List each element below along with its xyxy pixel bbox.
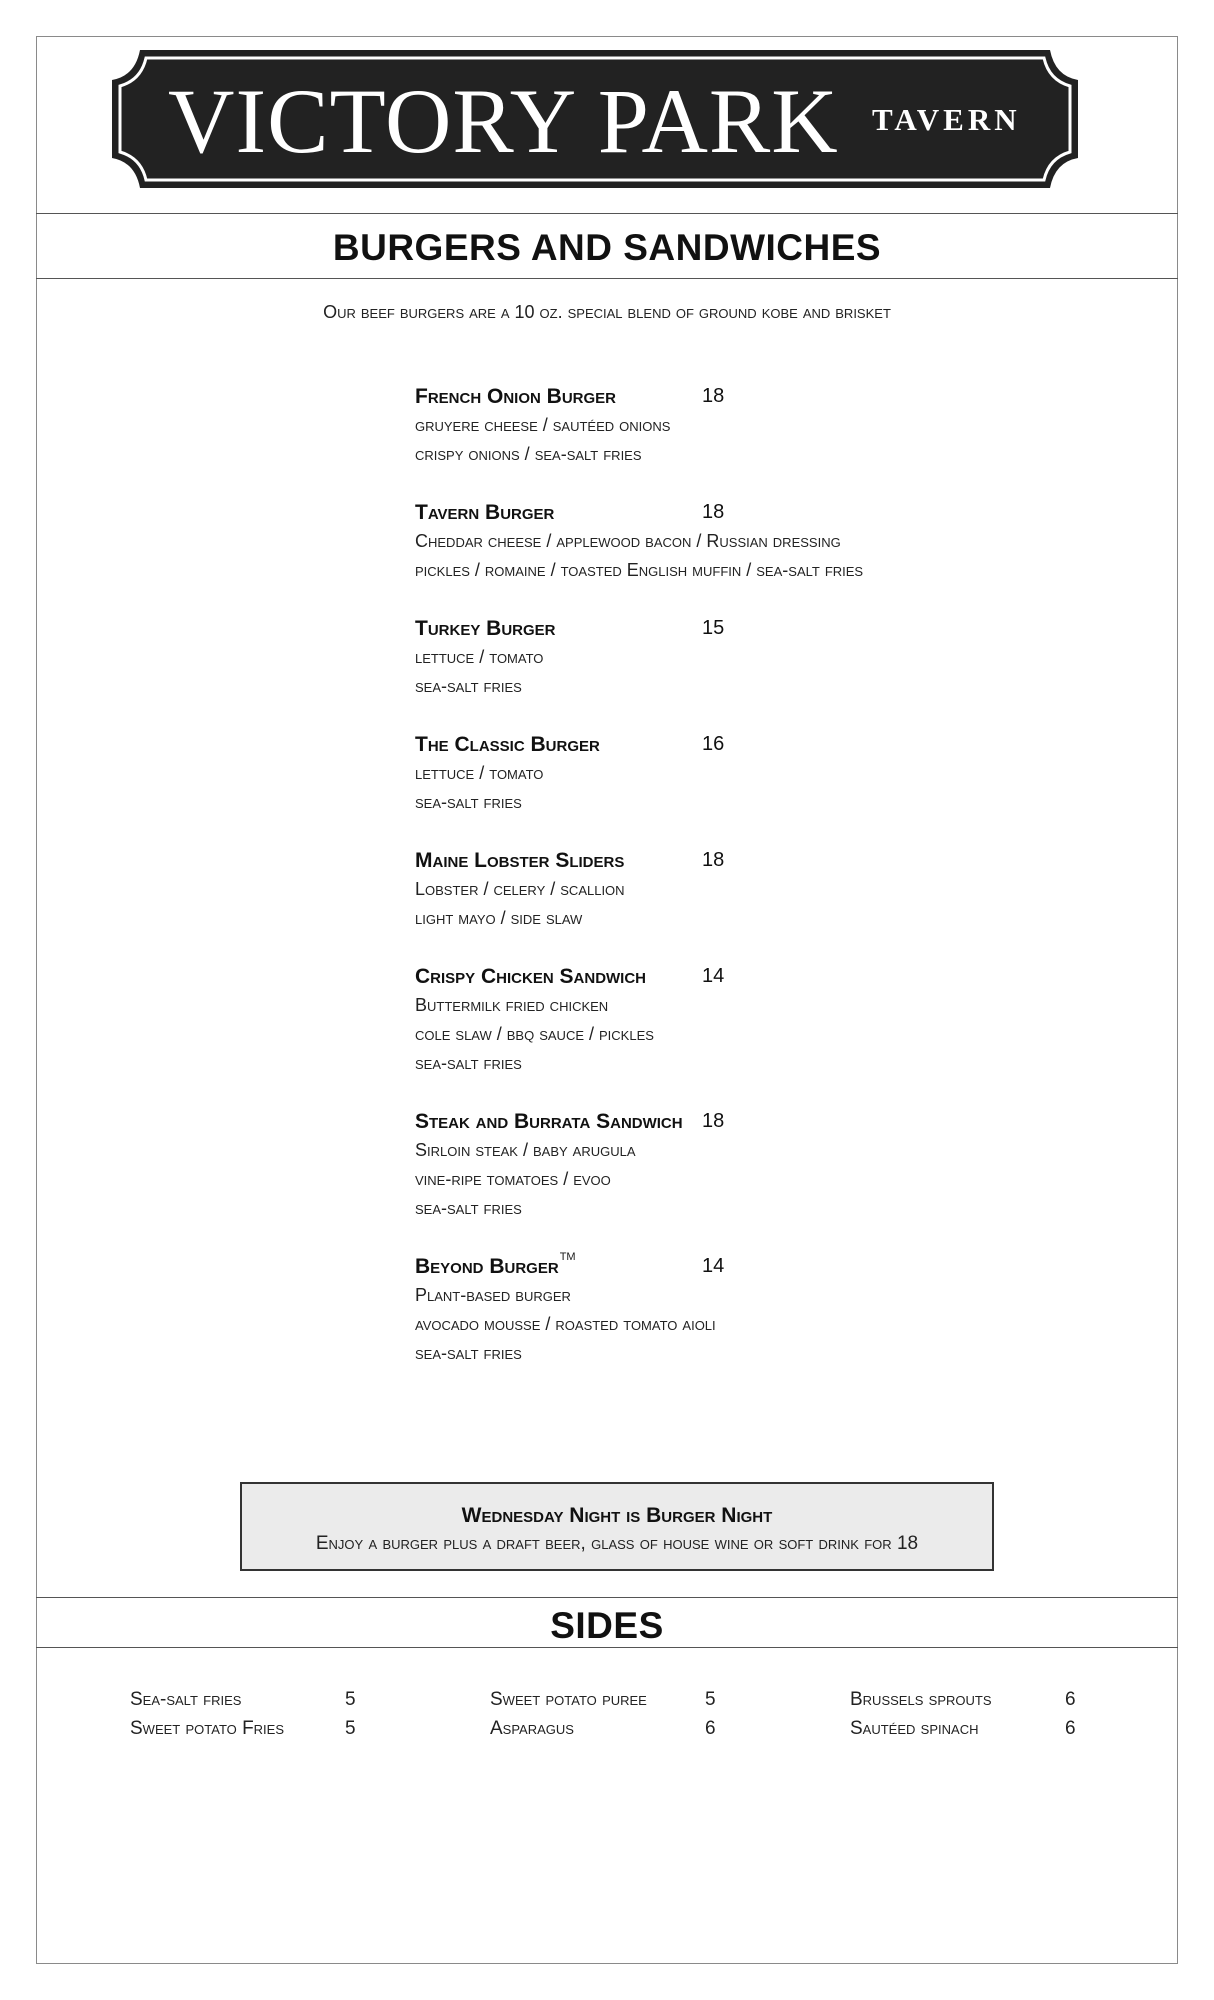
- menu-item-header: [415, 730, 975, 759]
- menu-item-header: [415, 1107, 975, 1136]
- menu-item-description: lettuce / tomato: [415, 647, 544, 667]
- promo-title: Wednesday Night is Burger Night: [461, 1504, 773, 1527]
- brand-name: VICTORY PARK: [168, 70, 839, 172]
- menu-item-name: Maine Lobster Sliders: [415, 849, 625, 872]
- menu-item: [415, 846, 975, 933]
- menu-item-header: [415, 498, 975, 527]
- divider: [36, 213, 1178, 214]
- trademark-mark: TM: [559, 1251, 576, 1263]
- menu-item-description: sea-salt fries: [415, 1053, 522, 1073]
- menu-item-description: lettuce / tomato: [415, 763, 544, 783]
- menu-item-description: Plant-based burger: [415, 1285, 571, 1305]
- sides-column: [850, 1685, 1110, 1743]
- menu-item: [415, 382, 975, 469]
- menu-item-description: Cheddar cheese / applewood bacon / Russian dressing: [415, 531, 841, 551]
- brand-subtitle: TAVERN: [872, 102, 1021, 137]
- menu-item-name: Turkey Burger: [415, 617, 556, 640]
- menu-item: [415, 962, 975, 1078]
- side-item-price: 5: [345, 1718, 356, 1739]
- menu-item-description: sea-salt fries: [415, 1198, 522, 1218]
- side-item: [490, 1685, 750, 1714]
- menu-item-price: 18: [702, 1110, 725, 1132]
- menu-item-header: [415, 614, 975, 643]
- promo-text: Enjoy a burger plus a draft beer, glass of house wine or soft drink for 18: [315, 1533, 919, 1554]
- menu-item-price: 15: [702, 617, 725, 639]
- side-item-price: 6: [705, 1718, 716, 1739]
- side-item-price: 5: [345, 1689, 356, 1710]
- menu-item-description: gruyere cheese / sautéed onions: [415, 415, 671, 435]
- menu-item-name: Tavern Burger: [415, 501, 555, 524]
- side-item: [130, 1685, 390, 1714]
- menu-item: [415, 730, 975, 817]
- menu-item-name: French Onion Burger: [415, 385, 617, 408]
- menu-item-price: 16: [702, 733, 725, 755]
- sides-column: [490, 1685, 750, 1743]
- menu-item-price: 18: [702, 849, 725, 871]
- menu-item: [415, 1252, 975, 1368]
- burger-night-promo: [240, 1482, 994, 1571]
- divider: [36, 1597, 1178, 1598]
- side-item-name: Sweet potato puree: [490, 1689, 647, 1710]
- menu-item: [415, 498, 975, 585]
- side-item-name: Sea-salt fries: [130, 1689, 242, 1710]
- side-item-name: Brussels sprouts: [850, 1689, 992, 1710]
- divider: [36, 278, 1178, 279]
- menu-item-description: crispy onions / sea-salt fries: [415, 444, 642, 464]
- menu-item: [415, 614, 975, 701]
- brand-logo: [110, 48, 1080, 190]
- menu-item: [415, 1107, 975, 1223]
- menu-item-header: [415, 1252, 975, 1281]
- divider: [36, 1647, 1178, 1648]
- side-item-name: Sautéed spinach: [850, 1718, 979, 1739]
- side-item: [850, 1685, 1110, 1714]
- menu-item-description: Sirloin steak / baby arugula: [415, 1140, 636, 1160]
- side-item-name: Sweet potato Fries: [130, 1718, 285, 1739]
- menu-item-description: sea-salt fries: [415, 1343, 522, 1363]
- menu-item-description: cole slaw / bbq sauce / pickles: [415, 1024, 654, 1044]
- menu-item-name: Steak and Burrata Sandwich: [415, 1110, 683, 1133]
- menu-item-header: [415, 846, 975, 875]
- menu-item-description: avocado mousse / roasted tomato aioli: [415, 1314, 716, 1334]
- sides-section-title: SIDES: [550, 1605, 664, 1646]
- menu-item-header: [415, 382, 975, 411]
- menu-item-header: [415, 962, 975, 991]
- menu-item-price: 14: [702, 965, 725, 987]
- sides-column: [130, 1685, 390, 1743]
- side-item: [130, 1714, 390, 1743]
- menu-item-name: Beyond Burger: [415, 1255, 559, 1278]
- menu-item-description: sea-salt fries: [415, 792, 522, 812]
- menu-item-name: Crispy Chicken Sandwich: [415, 965, 647, 988]
- burger-list: [415, 382, 975, 1397]
- menu-item-description: light mayo / side slaw: [415, 908, 583, 928]
- menu-item-description: Lobster / celery / scallion: [415, 879, 625, 899]
- side-item-price: 6: [1065, 1718, 1076, 1739]
- side-item-price: 5: [705, 1689, 716, 1710]
- side-item-name: Asparagus: [490, 1718, 574, 1739]
- side-item: [850, 1714, 1110, 1743]
- menu-item-description: sea-salt fries: [415, 676, 522, 696]
- menu-item-description: vine-ripe tomatoes / evoo: [415, 1169, 611, 1189]
- side-item: [490, 1714, 750, 1743]
- menu-item-price: 18: [702, 501, 725, 523]
- menu-item-price: 18: [702, 385, 725, 407]
- menu-item-price: 14: [702, 1255, 725, 1277]
- menu-item-description: Buttermilk fried chicken: [415, 995, 609, 1015]
- menu-item-description: pickles / romaine / toasted English muffin / sea-salt fries: [415, 560, 864, 580]
- burgers-intro: Our beef burgers are a 10 oz. special blend of ground kobe and brisket: [323, 302, 891, 322]
- burgers-section-title: BURGERS AND SANDWICHES: [332, 227, 882, 268]
- side-item-price: 6: [1065, 1689, 1076, 1710]
- menu-item-name: The Classic Burger: [415, 733, 600, 756]
